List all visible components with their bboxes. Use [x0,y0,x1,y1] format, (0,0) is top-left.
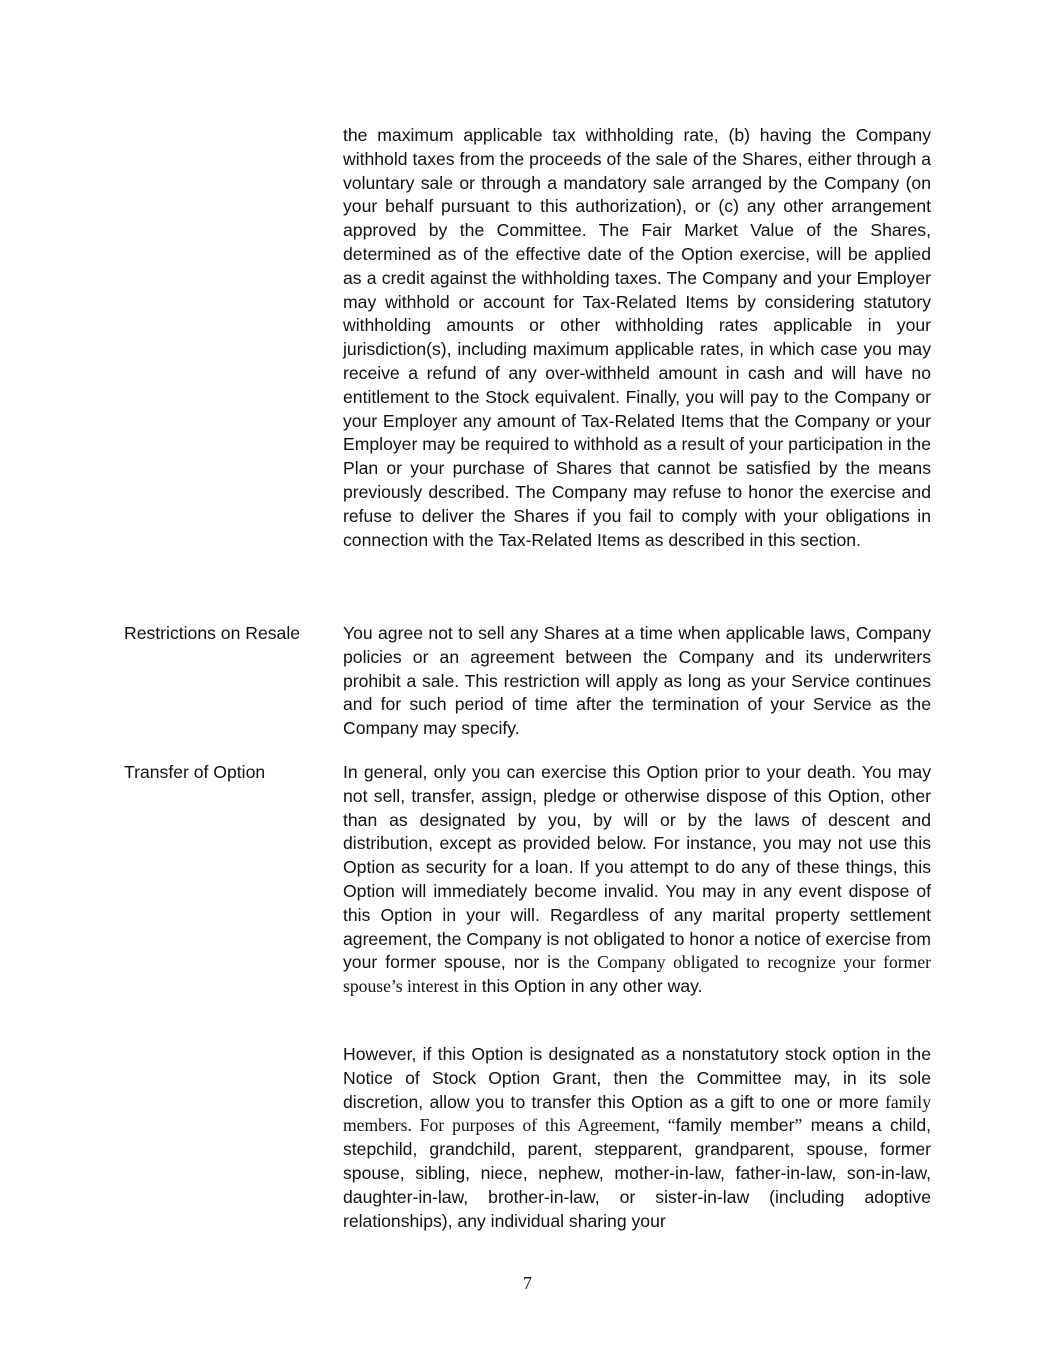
restrictions-on-resale-text: You agree not to sell any Shares at a time when applicable laws, Company policies or an agreement between the Company and its underwriters prohibit a sale. This restriction will apply as long as your Service continues and for such period of time after the termination of your Service as the Company may specify. [343,623,931,739]
transfer-para2-start: However, if this Option is designated as a nonstatutory stock option in the Notice of Stock Option Grant, then the Committee may, in its sole discretion, allow you to transfer this Option as a gift to one or more [343,1044,931,1112]
restrictions-on-resale-section [343,622,931,741]
transfer-of-option-continued [343,1043,931,1233]
tax-withholding-continued [343,124,931,552]
transfer-of-option-paragraph-1 [343,761,931,999]
transfer-para2-serif: family members. For purposes of this Agreement, “ [343,1091,931,1136]
transfer-of-option-section [343,761,931,999]
family-member-term: family member [675,1115,795,1136]
transfer-of-option-heading: Transfer of Option [124,762,266,782]
family-member-close-quote: ” [794,1115,803,1136]
transfer-of-option-paragraph-2 [343,1043,931,1233]
transfer-para1-end: this Option in any other way. [481,976,703,997]
transfer-para1-serif-line: the Company obligated to recognize your former spouse’s interest in [343,952,931,997]
page-number: 7 [523,1273,532,1293]
transfer-para1-main: In general, only you can exercise this Option prior to your death. You may not sell, transfer, assign, pledge or otherwise dispose of this Option, other than as designated by you, by will or by the laws of descent and distribution, except as provided below. For instance, you may not use this Option as security for a loan. If you attempt to do any of these things, this Option will immediately become invalid. You may in any event dispose of this Option in your will. Regardless of any marital property settlement agreement, the Company is not obligated to honor a notice of exercise from your former spouse, nor is [343,762,931,973]
transfer-para2-end: means a child, stepchild, grandchild, parent, stepparent, grandparent, spouse, former spouse, sibling, niece, nephew, mother-in-law, father-in-law, son-in-law, daughter-in-law, brother-in-law, or sister-in-law (including adoptive relationships), any individual sharing your [343,1115,932,1231]
restrictions-on-resale-heading: Restrictions on Resale [124,623,301,643]
continued-paragraph: the maximum applicable tax withholding rate, (b) having the Company withhold taxes from the proceeds of the sale of the Shares, either through a voluntary sale or through a mandatory sale arranged by the Company (on your behalf pursuant to this authorization), or (c) any other arrangement approved by the Committee. The Fair Market Value of the Shares, determined as of the effective date of the Option exercise, will be applied as a credit against the withholding taxes. The Company and your Employer may withhold or account for Tax-Related Items by considering statutory withholding amounts or other withholding rates applicable in your jurisdiction(s), including maximum applicable rates, in which case you may receive a refund of any over-withheld amount in cash and will have no entitlement to the Stock equivalent. Finally, you will pay to the Company or your Employer any amount of Tax-Related Items that the Company or your Employer may be required to withhold as a result of your participation in the Plan or your purchase of Shares that cannot be satisfied by the means previously described. The Company may refuse to honor the exercise and refuse to deliver the Shares if you fail to comply with your obligations in connection with the Tax-Related Items as described in this section. [343,125,931,550]
